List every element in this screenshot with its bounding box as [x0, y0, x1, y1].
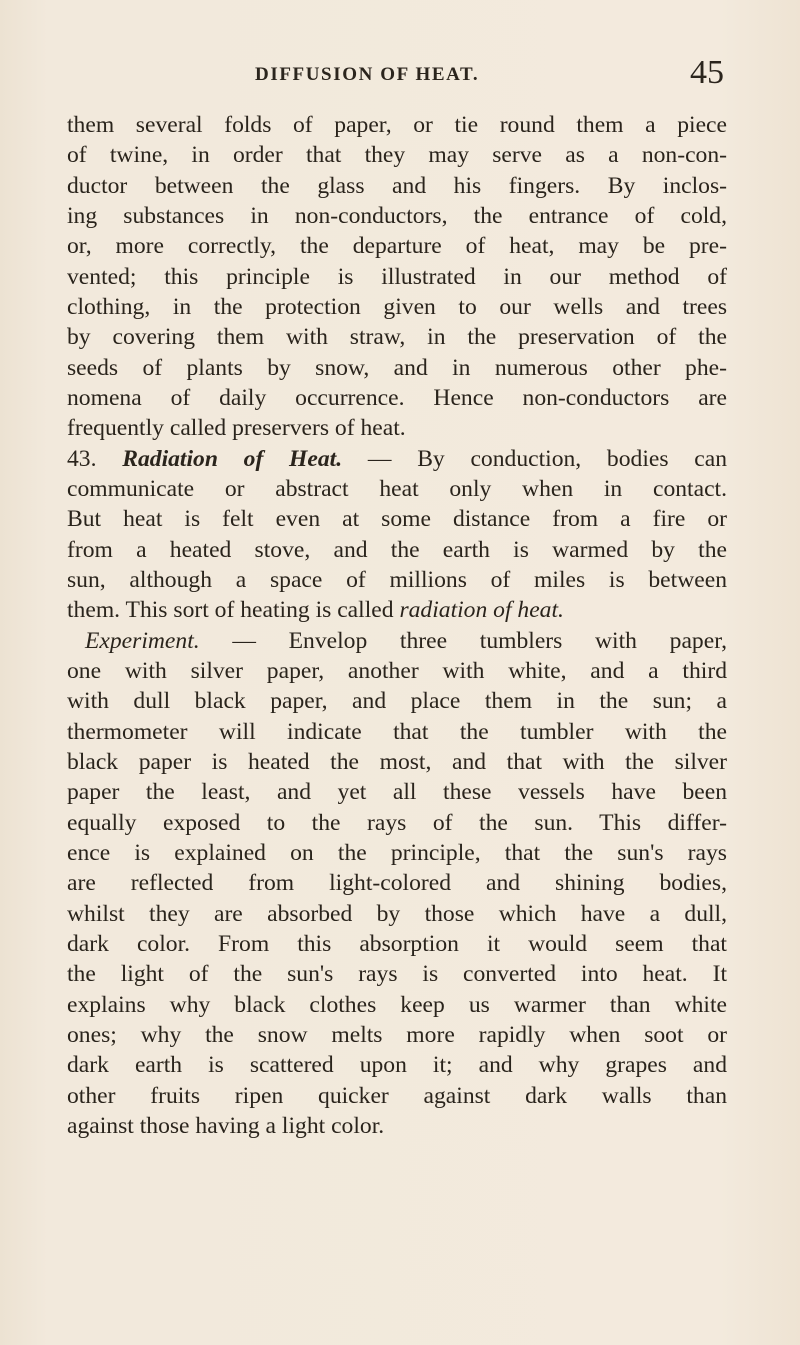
text-line — [67, 383, 727, 413]
text-segment: black paper is heated the most, and that with the silver — [67, 748, 727, 775]
text-segment: — Envelop three tumblers with paper, — [199, 627, 727, 654]
text-segment: clothing, in the protection given to our wells and trees — [67, 293, 727, 320]
text-segment: 43. — [67, 445, 123, 472]
text-segment: paper the least, and yet all these vessels have been — [67, 779, 727, 806]
text-segment: frequently called preservers of heat. — [67, 415, 406, 442]
text-segment: dark earth is scattered upon it; and why grapes and — [67, 1052, 727, 1079]
text-line — [67, 1050, 727, 1080]
text-line — [67, 656, 727, 686]
text-line — [67, 777, 727, 807]
text-segment: whilst they are absorbed by those which have a dull, — [67, 900, 727, 927]
text-segment: against those having a light color. — [67, 1112, 385, 1139]
text-segment: them. This sort of heating is called — [67, 597, 400, 624]
text-line — [67, 1081, 727, 1111]
text-line — [67, 565, 727, 595]
text-line — [67, 110, 727, 140]
text-segment: one with silver paper, another with white, and a third — [67, 657, 727, 684]
text-segment: of twine, in order that they may serve as a non-con- — [67, 142, 727, 169]
text-segment: nomena of daily occurrence. Hence non-conductors are — [67, 384, 727, 411]
text-line — [67, 262, 727, 292]
text-line — [67, 717, 727, 747]
body-text — [67, 110, 727, 1141]
text-segment: with dull black paper, and place them in the sun; a — [67, 688, 727, 715]
text-segment: thermometer will indicate that the tumbler with the — [67, 718, 727, 745]
experiment-label: Experiment. — [85, 627, 200, 654]
text-segment: by covering them with straw, in the preservation of the — [67, 324, 727, 351]
text-line — [67, 322, 727, 352]
text-line — [67, 990, 727, 1020]
text-line — [67, 231, 727, 261]
text-segment: dark color. From this absorption it would seem that — [67, 930, 727, 957]
text-line — [67, 686, 727, 716]
text-segment: seeds of plants by snow, and in numerous other phe- — [67, 354, 727, 381]
text-segment: equally exposed to the rays of the sun. This differ- — [67, 809, 727, 836]
text-line — [67, 201, 727, 231]
text-segment: — By conduction, bodies can — [342, 445, 727, 472]
text-line — [67, 1111, 727, 1141]
text-segment: are reflected from light-colored and shining bodies, — [67, 870, 727, 897]
text-line — [67, 899, 727, 929]
text-line — [67, 868, 727, 898]
text-segment: them several folds of paper, or tie round them a piece — [67, 112, 727, 138]
text-line — [67, 171, 727, 201]
experiment-line — [67, 626, 727, 656]
text-segment: explains why black clothes keep us warmer than white — [67, 991, 727, 1018]
text-line — [67, 959, 727, 989]
text-segment: But heat is felt even at some distance from a fire or — [67, 506, 727, 533]
page-header — [0, 54, 800, 91]
text-segment: the light of the sun's rays is converted into heat. It — [67, 961, 727, 988]
text-segment: communicate or abstract heat only when in contact. — [67, 475, 727, 502]
text-line — [67, 747, 727, 777]
text-line — [67, 595, 727, 625]
text-line — [67, 474, 727, 504]
section-heading-line — [67, 444, 727, 474]
text-line — [67, 1020, 727, 1050]
emphasis-term: radiation of heat. — [399, 597, 564, 624]
text-line — [67, 292, 727, 322]
text-line — [67, 504, 727, 534]
text-segment: ence is explained on the principle, that the sun's rays — [67, 839, 727, 866]
text-segment: other fruits ripen quicker against dark walls than — [67, 1082, 727, 1109]
text-segment: ones; why the snow melts more rapidly when soot or — [67, 1021, 727, 1048]
text-segment: ductor between the glass and his fingers. By inclos- — [67, 172, 727, 199]
text-line — [67, 838, 727, 868]
text-line — [67, 353, 727, 383]
text-line — [67, 535, 727, 565]
text-line — [67, 929, 727, 959]
running-head: DIFFUSION OF HEAT. — [255, 64, 480, 85]
text-segment: or, more correctly, the departure of heat, may be pre- — [67, 233, 727, 260]
text-segment: vented; this principle is illustrated in our method of — [67, 263, 727, 290]
text-segment: from a heated stove, and the earth is warmed by the — [67, 536, 727, 563]
text-line — [67, 808, 727, 838]
text-segment: sun, although a space of millions of miles is between — [67, 566, 727, 593]
section-title: Radiation of Heat. — [122, 445, 343, 472]
page-number: 45 — [690, 54, 724, 91]
text-line — [67, 140, 727, 170]
text-line — [67, 413, 727, 443]
text-segment: ing substances in non-conductors, the entrance of cold, — [67, 202, 727, 229]
